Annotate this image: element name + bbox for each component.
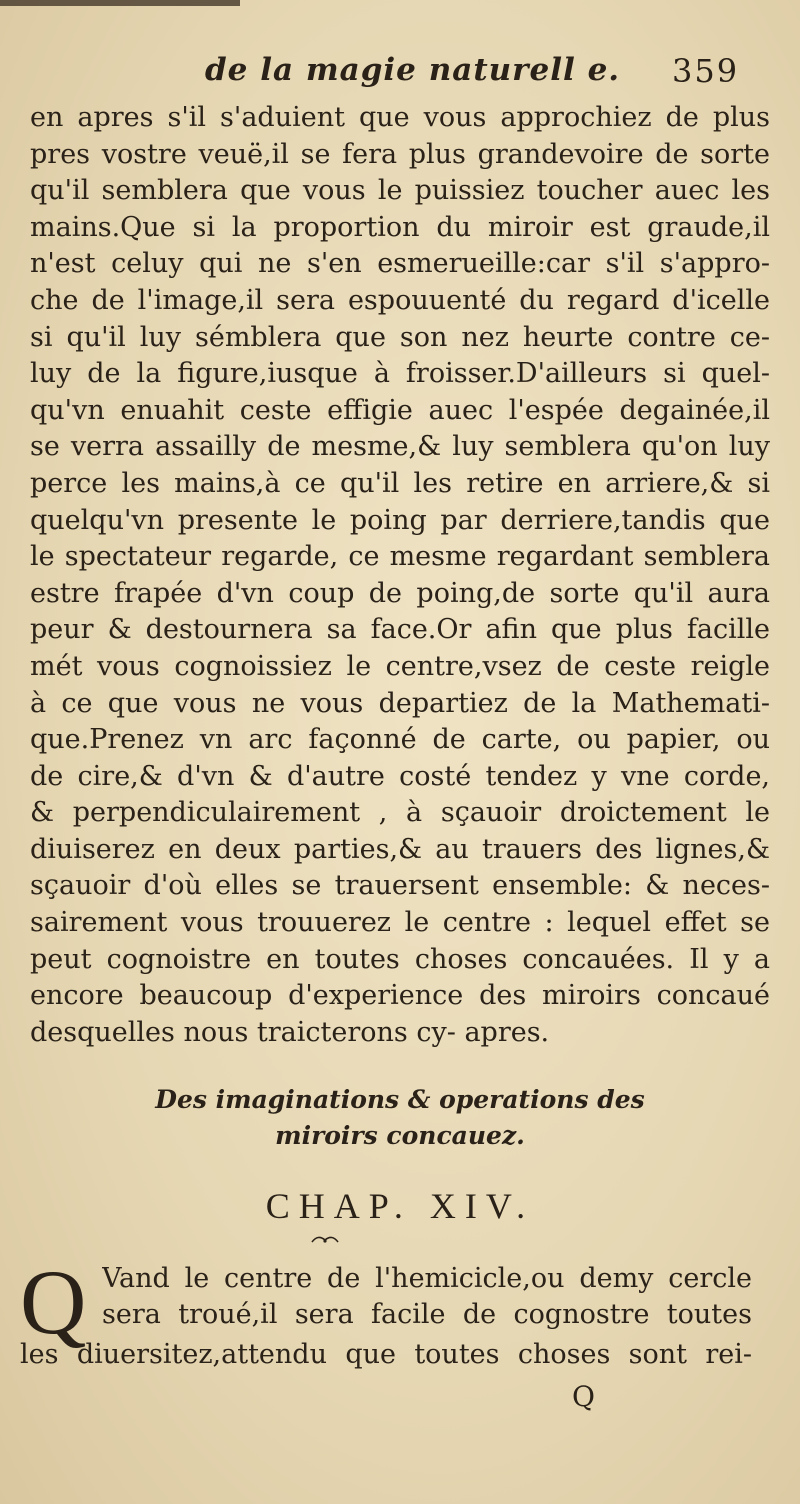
text-line: que.Prenez vn arc façonné de carte, ou papier, ou	[30, 724, 770, 756]
text-line: mains.Que si la proportion du miroir est graude,il	[30, 211, 770, 243]
text-line: peur & destournera sa face.Or afin que plus facille	[30, 614, 770, 646]
catchword: Q	[572, 1380, 595, 1413]
text-line: estre frapée d'vn coup de poing,de sorte qu'il aura	[30, 577, 770, 609]
text-line: sairement vous trouuerez le centre : lequel effet se	[30, 907, 770, 939]
drop-cap: Q	[20, 1251, 87, 1353]
text-line: luy de la figure,iusque à froisser.D'ailleurs si quel-	[30, 358, 770, 390]
text-line: le spectateur regarde, ce mesme regardant semblera	[30, 541, 770, 573]
chapter-heading: CHAP. XIV.	[265, 1186, 535, 1226]
text-line: sçauoir d'où elles se trauersent ensemble: & neces-	[30, 870, 770, 902]
text-line: & perpendiculairement , à sçauoir droictement le	[30, 797, 770, 829]
text-line: peut cognoistre en toutes choses concauées. Il y a	[30, 943, 770, 975]
page-header	[0, 52, 800, 102]
body-text	[30, 100, 770, 1051]
text-line: che de l'image,il sera espouuenté du regard d'icelle	[30, 284, 770, 316]
section-title	[0, 1082, 800, 1154]
text-line: perce les mains,à ce qu'il les retire en arriere,& si	[30, 467, 770, 499]
text-line: encore beaucoup d'experience des miroirs concaué	[30, 980, 770, 1012]
text-line: si qu'il luy sémblera que son nez heurte contre ce-	[30, 321, 770, 353]
page-number: 359	[672, 52, 740, 90]
text-line: diuiserez en deux parties,& au trauers des lignes,&	[30, 833, 770, 865]
text-line: quelqu'vn presente le poing par derriere,tandis que	[30, 504, 770, 536]
chapter-body	[20, 1251, 772, 1400]
text-line: à ce que vous ne vous departiez de la Mathemati-	[30, 687, 770, 719]
text-line: mét vous cognoissiez le centre,vsez de ceste reigle	[30, 650, 770, 682]
text-line: qu'vn enuahit ceste effigie auec l'espée degainée,il	[30, 394, 770, 426]
text-line: qu'il semblera que vous le puissiez toucher auec les	[30, 175, 770, 207]
section-title-line-1: Des imaginations & operations des	[155, 1085, 645, 1114]
ornament-icon	[310, 1232, 340, 1246]
chapter-line-3: les diuersitez,attendu que toutes choses sont rei-	[20, 1339, 752, 1370]
section-title-line-2: miroirs concauez.	[275, 1121, 525, 1150]
text-line: pres vostre veuë,il se fera plus grandevoire de sorte	[30, 138, 770, 170]
running-title: de la magie naturell e.	[205, 52, 621, 88]
chapter-line-1: Vand le centre de l'hemicicle,ou demy cercle	[102, 1263, 752, 1294]
page-edge-rule	[0, 0, 240, 6]
text-line: en apres s'il s'aduient que vous approchiez de plus	[30, 102, 770, 133]
chapter-line-2: sera troué,il sera facile de cognostre toutes	[102, 1299, 752, 1330]
text-line: se verra assailly de mesme,& luy semblera qu'on luy	[30, 431, 770, 463]
text-line: desquelles nous traicterons cy- apres.	[30, 1016, 550, 1048]
text-line: n'est celuy qui ne s'en esmerueille:car s'il s'appro-	[30, 248, 770, 280]
text-line: de cire,& d'vn & d'autre costé tendez y vne corde,	[30, 760, 770, 792]
